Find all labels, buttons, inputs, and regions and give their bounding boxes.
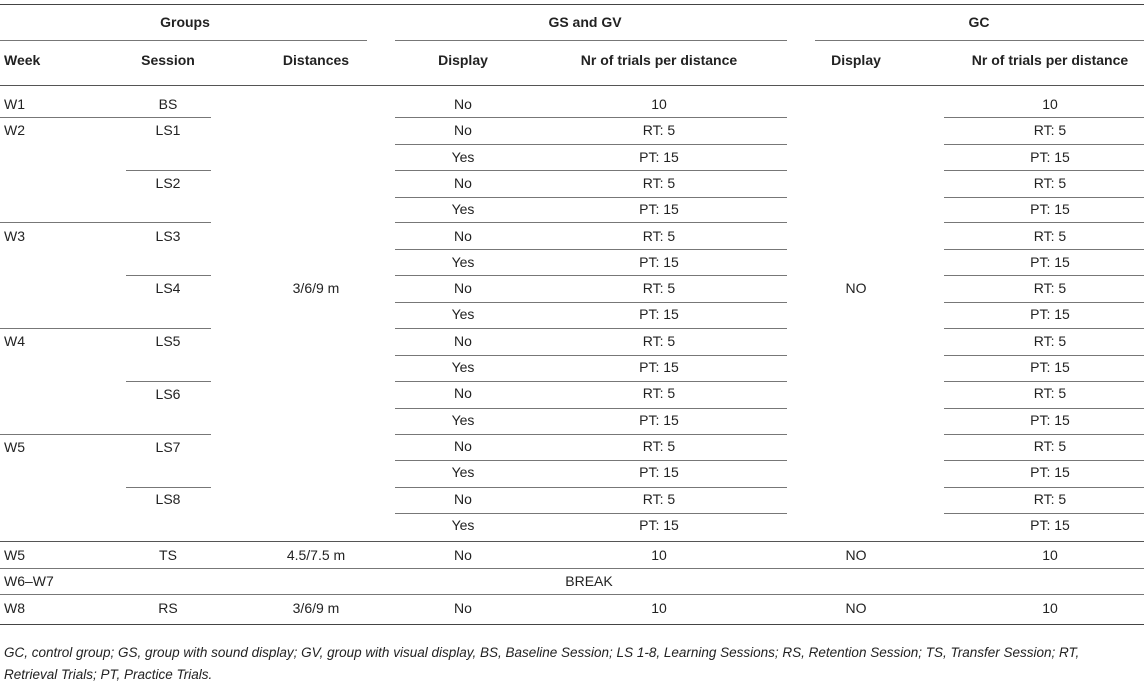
table-footnote: GC, control group; GS, group with sound display; GV, group with visual display, BS, Baseline Session; LS 1-8, Learning Sessions; RS, Retention Session; TS, Transfer Session; RT, Retrieval Trials; PT, Practice Trials. [4, 645, 1080, 682]
transfer-top-rule [0, 541, 1144, 542]
week-rule [0, 328, 211, 329]
row-rule [395, 381, 787, 382]
gc-trials-cell: 10 [1042, 547, 1058, 563]
gsgv-trials-cell: RT: 5 [642, 385, 676, 402]
row-rule [944, 117, 1144, 118]
header-gc-rule [815, 40, 1144, 41]
gsgv-trials-cell: PT: 15 [639, 148, 679, 165]
gc-trials-cell: RT: 5 [1033, 122, 1067, 139]
gsgv-trials-cell: PT: 15 [639, 464, 679, 481]
gsgv-trials-cell: PT: 15 [639, 359, 679, 375]
session-rule [126, 170, 211, 171]
row-rule [395, 513, 787, 514]
row-rule [944, 249, 1144, 250]
gsgv-trials-cell: RT: 5 [642, 437, 676, 454]
week-label: W5 [4, 439, 25, 455]
header-groups: Groups [160, 14, 210, 30]
week-label: W5 [4, 547, 25, 563]
gc-trials-cell: RT: 5 [1033, 332, 1067, 349]
row-rule [395, 144, 787, 145]
gsgv-trials-cell: RT: 5 [642, 122, 676, 139]
row-rule [395, 222, 787, 223]
session-label: LS8 [155, 491, 181, 507]
session-label: LS6 [155, 386, 181, 402]
gsgv-display-cell: No [454, 437, 472, 454]
gsgv-trials-cell: PT: 15 [639, 411, 679, 428]
week-rule [0, 434, 211, 435]
col-session: Session [141, 52, 195, 68]
week-label: W6–W7 [4, 573, 54, 589]
week-label: W4 [4, 333, 25, 349]
gc-trials-cell: RT: 5 [1033, 227, 1067, 244]
row-rule [944, 434, 1144, 435]
header-gsgv-rule [395, 40, 787, 41]
gsgv-trials-cell: RT: 5 [642, 332, 676, 349]
row-rule [944, 460, 1144, 461]
row-rule [944, 170, 1144, 171]
week-label: W2 [4, 122, 25, 138]
gsgv-display-cell: Yes [451, 464, 475, 481]
table-bottom-rule [0, 624, 1144, 625]
gc-trials-cell: PT: 15 [1030, 253, 1070, 270]
gsgv-display-cell: Yes [451, 516, 475, 533]
gc-display-retention: NO [845, 600, 867, 616]
gsgv-trials-cell: RT: 5 [642, 490, 676, 507]
gc-trials-cell: PT: 15 [1030, 201, 1070, 218]
gsgv-trials-cell: PT: 15 [639, 253, 679, 270]
col-display-gsgv: Display [438, 52, 488, 68]
session-label: LS3 [155, 228, 181, 244]
distances-learning: 3/6/9 m [292, 280, 340, 296]
gsgv-display-cell: No [454, 385, 472, 402]
gc-trials-cell: RT: 5 [1033, 385, 1067, 402]
gsgv-display-cell: No [454, 547, 472, 563]
gc-trials-cell: 10 [1042, 600, 1058, 616]
gc-trials-cell: PT: 15 [1030, 148, 1070, 165]
gsgv-trials-cell: 10 [651, 547, 667, 563]
gc-trials-cell: PT: 15 [1030, 306, 1070, 323]
distances-transfer: 4.5/7.5 m [286, 547, 346, 563]
row-rule [944, 487, 1144, 488]
col-display-gc: Display [831, 52, 881, 68]
gsgv-display-cell: Yes [451, 411, 475, 428]
session-label: TS [159, 547, 177, 563]
header-gc: GC [968, 14, 990, 30]
row-rule [395, 302, 787, 303]
week-label: W8 [4, 600, 25, 616]
gsgv-trials-cell: RT: 5 [642, 280, 676, 297]
col-trials-gsgv: Nr of trials per distance [580, 52, 738, 68]
gc-trials-cell: RT: 5 [1033, 280, 1067, 297]
gc-display-learning: NO [845, 280, 867, 296]
col-week: Week [4, 52, 41, 68]
gc-trials-cell: PT: 15 [1030, 464, 1070, 481]
break-bottom-rule [0, 594, 1144, 595]
gsgv-display-cell: No [454, 122, 472, 139]
gsgv-trials-cell: 10 [651, 96, 667, 112]
gsgv-trials-cell: RT: 5 [642, 174, 676, 191]
col-distances: Distances [282, 52, 350, 68]
transfer-bottom-rule [0, 568, 1144, 569]
row-rule [944, 513, 1144, 514]
session-rule [126, 381, 211, 382]
session-label: LS5 [155, 333, 181, 349]
row-rule [395, 460, 787, 461]
row-rule [944, 355, 1144, 356]
session-label: LS7 [155, 439, 181, 455]
week-rule [0, 222, 211, 223]
header-gs-gv: GS and GV [548, 14, 622, 30]
gc-trials-cell: RT: 5 [1033, 437, 1067, 454]
header-bottom-rule [0, 85, 1144, 86]
row-rule [944, 222, 1144, 223]
distances-retention: 3/6/9 m [292, 600, 340, 616]
gsgv-display-cell: No [454, 174, 472, 191]
table-top-rule [0, 4, 1144, 5]
gc-trials-cell: RT: 5 [1033, 174, 1067, 191]
gsgv-display-cell: No [454, 332, 472, 349]
gsgv-display-cell: No [454, 280, 472, 297]
row-rule [944, 197, 1144, 198]
row-rule [395, 170, 787, 171]
session-rule [126, 487, 211, 488]
session-rule [126, 275, 211, 276]
gsgv-trials-cell: RT: 5 [642, 227, 676, 244]
row-rule [944, 408, 1144, 409]
row-rule [395, 117, 787, 118]
row-rule [395, 328, 787, 329]
session-label: LS2 [155, 175, 181, 191]
gsgv-trials-cell: PT: 15 [639, 201, 679, 218]
row-rule [395, 249, 787, 250]
gc-display-transfer: NO [845, 547, 867, 563]
row-rule [944, 328, 1144, 329]
week-rule [0, 117, 211, 118]
gsgv-display-cell: Yes [451, 306, 475, 323]
gsgv-display-cell: No [454, 227, 472, 244]
break-label: BREAK [565, 573, 613, 589]
gc-trials-cell: PT: 15 [1030, 359, 1070, 375]
week-label: W3 [4, 228, 25, 244]
row-rule [395, 408, 787, 409]
row-rule [944, 302, 1144, 303]
row-rule [395, 197, 787, 198]
gc-trials-cell: PT: 15 [1030, 411, 1070, 428]
row-rule [395, 275, 787, 276]
session-label: LS4 [155, 280, 181, 296]
gc-trials-cell: 10 [1042, 96, 1058, 112]
gsgv-display-cell: No [454, 490, 472, 507]
gsgv-display-cell: Yes [451, 359, 475, 375]
row-rule [395, 487, 787, 488]
session-label: BS [158, 96, 178, 112]
gsgv-display-cell: Yes [451, 253, 475, 270]
gc-trials-cell: PT: 15 [1030, 516, 1070, 533]
row-rule [944, 381, 1144, 382]
gsgv-display-cell: Yes [451, 148, 475, 165]
gc-trials-cell: RT: 5 [1033, 490, 1067, 507]
gsgv-trials-cell: PT: 15 [639, 306, 679, 323]
week-label: W1 [4, 96, 25, 112]
session-label: RS [158, 600, 178, 616]
gsgv-trials-cell: 10 [651, 600, 667, 616]
gsgv-display-cell: No [454, 96, 472, 112]
session-label: LS1 [155, 122, 181, 138]
col-trials-gc: Nr of trials per distance [971, 52, 1129, 68]
row-rule [944, 144, 1144, 145]
gsgv-display-cell: Yes [451, 201, 475, 218]
row-rule [395, 434, 787, 435]
header-groups-rule [0, 40, 367, 41]
row-rule [944, 275, 1144, 276]
row-rule [395, 355, 787, 356]
gsgv-trials-cell: PT: 15 [639, 516, 679, 533]
gsgv-display-cell: No [454, 600, 472, 616]
